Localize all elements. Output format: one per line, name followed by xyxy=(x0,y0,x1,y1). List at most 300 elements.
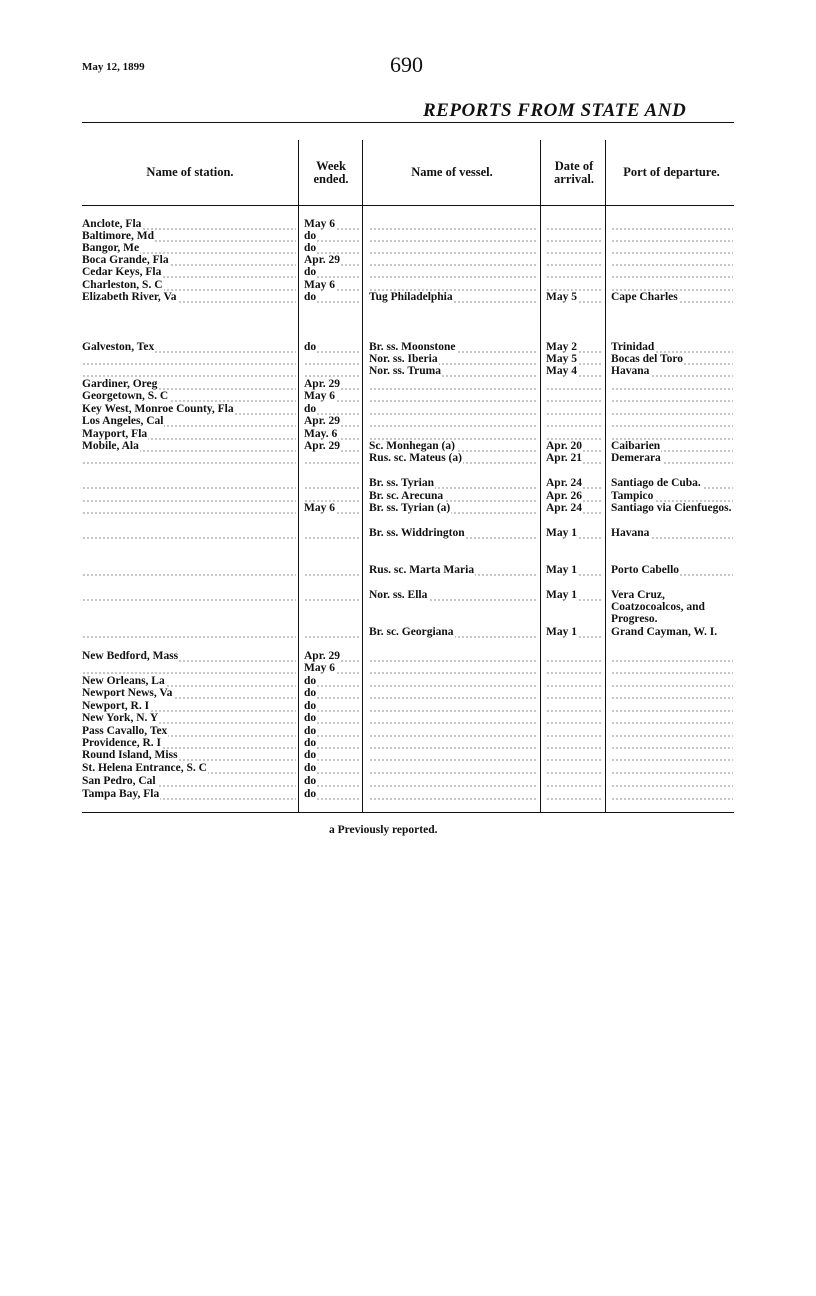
cell-text xyxy=(369,762,370,774)
table-cell-port xyxy=(611,687,733,699)
table-cell-port xyxy=(611,490,733,502)
cell-text xyxy=(304,365,305,377)
cell-text xyxy=(369,428,370,440)
table-cell-date xyxy=(546,341,602,353)
table-cell-station xyxy=(82,502,296,514)
table-row xyxy=(82,452,734,464)
cell-text xyxy=(546,266,547,278)
table-cell-port xyxy=(611,712,733,724)
cell-text: do xyxy=(304,341,317,353)
cell-text xyxy=(369,390,370,402)
table-cell-port xyxy=(611,279,733,291)
table-row xyxy=(82,403,734,415)
table-cell-date xyxy=(546,403,602,415)
table-cell-vessel xyxy=(369,626,537,638)
table-cell-week xyxy=(304,737,360,749)
table-cell-vessel xyxy=(369,230,537,242)
table-cell-port xyxy=(611,452,733,464)
table-row xyxy=(82,626,734,638)
table-cell-station xyxy=(82,749,296,761)
table-row xyxy=(82,378,734,390)
cell-text: Br. sc. Arecuna xyxy=(369,490,444,502)
cell-text: Porto Cabello xyxy=(611,564,680,576)
cell-text xyxy=(611,390,612,402)
table-cell-week xyxy=(304,279,360,291)
table-cell-station xyxy=(82,218,296,230)
table-cell-station xyxy=(82,527,296,539)
cell-text xyxy=(611,254,612,266)
cell-text: New Orleans, La xyxy=(82,675,165,687)
table-cell-date xyxy=(546,737,602,749)
cell-text: May 5 xyxy=(546,353,577,365)
cell-text: Apr. 24 xyxy=(546,477,582,489)
cell-text: May 1 xyxy=(546,564,577,576)
table-cell-date xyxy=(546,700,602,712)
cell-text: do xyxy=(304,266,317,278)
cell-text: May 6 xyxy=(304,662,335,674)
table-cell-date xyxy=(546,788,602,800)
table-cell-week xyxy=(304,440,360,452)
cell-text xyxy=(611,749,612,761)
table-cell-port xyxy=(611,242,733,254)
cell-text: Cedar Keys, Fla xyxy=(82,266,162,278)
table-cell-date xyxy=(546,527,602,539)
table-cell-vessel xyxy=(369,353,537,365)
table-cell-vessel xyxy=(369,564,537,576)
table-cell-week xyxy=(304,662,360,674)
table-cell-date xyxy=(546,675,602,687)
table-cell-port xyxy=(611,477,733,489)
cell-text: Apr. 29 xyxy=(304,254,340,266)
table-row xyxy=(82,762,734,774)
table-row xyxy=(82,254,734,266)
cell-text xyxy=(546,378,547,390)
cell-text xyxy=(546,428,547,440)
table-cell-port xyxy=(611,403,733,415)
table-cell-station xyxy=(82,675,296,687)
table-cell-port xyxy=(611,378,733,390)
table-cell-vessel xyxy=(369,403,537,415)
table-cell-date xyxy=(546,687,602,699)
cell-text: Nor. ss. Ella xyxy=(369,589,428,601)
table-row xyxy=(82,749,734,761)
table-cell-vessel xyxy=(369,291,537,303)
table-cell-week xyxy=(304,477,360,489)
table-row xyxy=(82,737,734,749)
cell-text: May 5 xyxy=(546,291,577,303)
cell-text: Nor. ss. Truma xyxy=(369,365,441,377)
table-cell-vessel xyxy=(369,650,537,662)
cell-text xyxy=(611,230,612,242)
cell-text xyxy=(369,749,370,761)
cell-text xyxy=(546,242,547,254)
cell-text: Havana xyxy=(611,527,650,539)
cell-text xyxy=(546,390,547,402)
table-row xyxy=(82,279,734,291)
table-cell-port xyxy=(611,675,733,687)
cell-text xyxy=(611,687,612,699)
table-row xyxy=(82,589,734,601)
table-cell-date xyxy=(546,440,602,452)
cell-text xyxy=(82,365,83,377)
cell-text xyxy=(369,700,370,712)
cell-text: St. Helena Entrance, S. C xyxy=(82,762,207,774)
table-cell-week xyxy=(304,687,360,699)
cell-text: Providence, R. I xyxy=(82,737,162,749)
table-cell-vessel xyxy=(369,477,537,489)
cell-text xyxy=(369,662,370,674)
cell-text: Galveston, Tex xyxy=(82,341,155,353)
cell-text: do xyxy=(304,675,317,687)
cell-text xyxy=(546,712,547,724)
cell-text xyxy=(546,775,547,787)
table-cell-week xyxy=(304,626,360,638)
cell-text xyxy=(611,279,612,291)
cell-text xyxy=(611,242,612,254)
cell-text: Pass Cavallo, Tex xyxy=(82,725,168,737)
table-cell-week xyxy=(304,452,360,464)
table-cell-vessel xyxy=(369,775,537,787)
table-cell-station xyxy=(82,564,296,576)
table-cell-port xyxy=(611,428,733,440)
cell-text: do xyxy=(304,700,317,712)
table-row xyxy=(82,230,734,242)
table-cell-port xyxy=(611,266,733,278)
table-cell-week xyxy=(304,230,360,242)
table-cell-week xyxy=(304,650,360,662)
table-cell-station xyxy=(82,291,296,303)
table-cell-date xyxy=(546,725,602,737)
cell-text xyxy=(369,650,370,662)
cell-text: Georgetown, S. C xyxy=(82,390,169,402)
table-row xyxy=(82,291,734,303)
table-cell-station xyxy=(82,650,296,662)
cell-text xyxy=(369,415,370,427)
table-cell-date xyxy=(546,589,602,601)
cell-text xyxy=(82,626,83,638)
table-cell-week xyxy=(304,775,360,787)
cell-text: Rus. sc. Mateus (a) xyxy=(369,452,462,464)
cell-text xyxy=(369,687,370,699)
cell-text xyxy=(369,712,370,724)
table-cell-port xyxy=(611,527,733,539)
table-cell-date xyxy=(546,291,602,303)
table-header-rule xyxy=(82,205,734,206)
cell-text xyxy=(369,675,370,687)
table-cell-station xyxy=(82,712,296,724)
header-week: Week ended. xyxy=(313,158,349,186)
cell-text: Charleston, S. C xyxy=(82,279,163,291)
cell-text: Los Angeles, Cal xyxy=(82,415,164,427)
table-cell-station xyxy=(82,725,296,737)
table-cell-vessel xyxy=(369,390,537,402)
table-cell-station xyxy=(82,440,296,452)
table-cell-week xyxy=(304,675,360,687)
cell-text xyxy=(82,662,83,674)
table-row xyxy=(82,502,734,514)
cell-text: Baltimore, Md xyxy=(82,230,154,242)
cell-text: May 2 xyxy=(546,341,577,353)
table-cell-port: Grand Cayman, W. I. xyxy=(611,626,718,638)
table-row xyxy=(82,477,734,489)
cell-text xyxy=(82,490,83,502)
cell-text xyxy=(304,589,305,601)
cell-text xyxy=(304,353,305,365)
cell-text xyxy=(546,675,547,687)
cell-text: Anclote, Fla xyxy=(82,218,142,230)
table-cell-vessel xyxy=(369,725,537,737)
table-cell-date xyxy=(546,415,602,427)
cell-text: Tug Philadelphia xyxy=(369,291,453,303)
table-cell-station xyxy=(82,788,296,800)
table-row xyxy=(82,415,734,427)
table-cell-vessel xyxy=(369,712,537,724)
cell-text xyxy=(82,452,83,464)
table-cell-vessel xyxy=(369,589,537,601)
table-cell-week xyxy=(304,218,360,230)
table-cell-station xyxy=(82,490,296,502)
cell-text: Elizabeth River, Va xyxy=(82,291,177,303)
cell-text: May 6 xyxy=(304,502,335,514)
cell-text xyxy=(369,775,370,787)
table-cell-week xyxy=(304,365,360,377)
header-date: Date of arrival. xyxy=(554,158,594,186)
cell-text xyxy=(369,788,370,800)
table-cell-station xyxy=(82,737,296,749)
table-cell-station xyxy=(82,687,296,699)
table-cell-week xyxy=(304,403,360,415)
cell-text xyxy=(611,700,612,712)
table-cell-date xyxy=(546,762,602,774)
table-cell-station xyxy=(82,589,296,601)
table-cell-port: Vera Cruz, Coatzocoalcos, and Progreso. xyxy=(611,589,705,625)
cell-text: May 1 xyxy=(546,589,577,601)
table-cell-week xyxy=(304,378,360,390)
table-cell-vessel xyxy=(369,502,537,514)
table-cell-week xyxy=(304,502,360,514)
table-cell-station xyxy=(82,230,296,242)
cell-text xyxy=(82,353,83,365)
table-cell-port xyxy=(611,564,733,576)
table-cell-date xyxy=(546,242,602,254)
cell-text: do xyxy=(304,242,317,254)
table-row xyxy=(82,788,734,800)
cell-text: Gardiner, Oreg xyxy=(82,378,158,390)
table-cell-week xyxy=(304,390,360,402)
table-row xyxy=(82,650,734,662)
table-cell-port xyxy=(611,291,733,303)
table-bottom-rule xyxy=(82,812,734,813)
table-cell-date xyxy=(546,266,602,278)
table-cell-date xyxy=(546,712,602,724)
cell-text xyxy=(304,626,305,638)
footnote: a Previously reported. xyxy=(329,824,438,836)
table-cell-date xyxy=(546,378,602,390)
table-cell-date xyxy=(546,662,602,674)
table-cell-station xyxy=(82,242,296,254)
cell-text: do xyxy=(304,687,317,699)
cell-text: do xyxy=(304,230,317,242)
table-cell-week xyxy=(304,749,360,761)
table-cell-week xyxy=(304,589,360,601)
cell-text xyxy=(369,218,370,230)
table-cell-week xyxy=(304,700,360,712)
cell-text xyxy=(82,589,83,601)
table-cell-date xyxy=(546,502,602,514)
table-cell-vessel xyxy=(369,788,537,800)
cell-text xyxy=(611,775,612,787)
table-cell-port xyxy=(611,700,733,712)
header-vessel: Name of vessel. xyxy=(411,165,493,179)
cell-text xyxy=(611,415,612,427)
cell-text: May 6 xyxy=(304,218,335,230)
page-date: May 12, 1899 xyxy=(82,61,145,73)
table-cell-port xyxy=(611,353,733,365)
table-cell-week xyxy=(304,788,360,800)
cell-text xyxy=(611,266,612,278)
table-row xyxy=(82,700,734,712)
table-cell-date xyxy=(546,230,602,242)
cell-text: Santiago de Cuba. xyxy=(611,477,701,489)
cell-text xyxy=(369,266,370,278)
cell-text xyxy=(546,725,547,737)
cell-text: May 6 xyxy=(304,279,335,291)
table-cell-date xyxy=(546,749,602,761)
table-cell-vessel xyxy=(369,254,537,266)
table-cell-vessel xyxy=(369,415,537,427)
table-row xyxy=(82,725,734,737)
table-cell-port xyxy=(611,662,733,674)
table-cell-port xyxy=(611,230,733,242)
table-cell-week xyxy=(304,353,360,365)
table-cell-vessel xyxy=(369,700,537,712)
table-cell-date xyxy=(546,218,602,230)
cell-text xyxy=(546,749,547,761)
table-row xyxy=(82,390,734,402)
cell-text xyxy=(546,218,547,230)
table-cell-vessel xyxy=(369,428,537,440)
table-cell-vessel xyxy=(369,662,537,674)
table-cell-week xyxy=(304,428,360,440)
table-cell-vessel xyxy=(369,527,537,539)
table-row xyxy=(82,242,734,254)
table-row xyxy=(82,662,734,674)
cell-text xyxy=(611,675,612,687)
cell-text: do xyxy=(304,788,317,800)
cell-text xyxy=(304,490,305,502)
table-cell-vessel xyxy=(369,675,537,687)
table-cell-station xyxy=(82,254,296,266)
cell-text xyxy=(369,279,370,291)
cell-text: Apr. 29 xyxy=(304,440,340,452)
cell-text: Tampa Bay, Fla xyxy=(82,788,160,800)
cell-text xyxy=(611,218,612,230)
table-cell-station xyxy=(82,452,296,464)
cell-text xyxy=(369,242,370,254)
table-cell-port xyxy=(611,440,733,452)
cell-text: Cape Charles xyxy=(611,291,678,303)
table-cell-station xyxy=(82,365,296,377)
table-cell-vessel xyxy=(369,749,537,761)
table-cell-vessel xyxy=(369,737,537,749)
table-cell-vessel xyxy=(369,365,537,377)
cell-text: Round Island, Miss xyxy=(82,749,178,761)
cell-text: Apr. 24 xyxy=(546,502,582,514)
table-cell-port xyxy=(611,254,733,266)
header-station: Name of station. xyxy=(146,165,234,179)
cell-text xyxy=(369,737,370,749)
table-cell-port xyxy=(611,650,733,662)
cell-text xyxy=(611,712,612,724)
cell-text: Br. sc. Georgiana xyxy=(369,626,454,638)
table-cell-station xyxy=(82,762,296,774)
table-cell-week xyxy=(304,527,360,539)
table-cell-station xyxy=(82,378,296,390)
table-cell-week xyxy=(304,341,360,353)
cell-text: Boca Grande, Fla xyxy=(82,254,169,266)
cell-text: do xyxy=(304,762,317,774)
table-cell-date xyxy=(546,279,602,291)
cell-text xyxy=(82,527,83,539)
table-cell-vessel xyxy=(369,762,537,774)
cell-text: Nor. ss. Iberia xyxy=(369,353,438,365)
cell-text xyxy=(304,564,305,576)
cell-text xyxy=(611,650,612,662)
table-cell-vessel xyxy=(369,242,537,254)
table-cell-week xyxy=(304,762,360,774)
table-cell-station xyxy=(82,403,296,415)
table-cell-station xyxy=(82,353,296,365)
table-cell-vessel xyxy=(369,452,537,464)
cell-text: Apr. 21 xyxy=(546,452,582,464)
section-title: REPORTS FROM STATE AND xyxy=(423,100,687,121)
cell-text xyxy=(611,378,612,390)
table-cell-station xyxy=(82,775,296,787)
cell-text xyxy=(82,564,83,576)
table-cell-port xyxy=(611,365,733,377)
cell-text xyxy=(546,415,547,427)
cell-text xyxy=(546,788,547,800)
cell-text: Demerara xyxy=(611,452,661,464)
cell-text: May 6 xyxy=(304,390,335,402)
table-cell-port xyxy=(611,725,733,737)
cell-text xyxy=(304,527,305,539)
cell-text: do xyxy=(304,712,317,724)
cell-text: Br. ss. Tyrian xyxy=(369,477,434,489)
table-row xyxy=(82,365,734,377)
table-cell-date xyxy=(546,775,602,787)
table-top-rule xyxy=(82,122,734,123)
cell-text xyxy=(546,403,547,415)
cell-text: Apr. 29 xyxy=(304,650,340,662)
cell-text xyxy=(369,254,370,266)
cell-text: Apr. 29 xyxy=(304,415,340,427)
cell-text xyxy=(611,762,612,774)
table-row xyxy=(82,564,734,576)
table-cell-station xyxy=(82,341,296,353)
cell-text: San Pedro, Cal xyxy=(82,775,156,787)
cell-text: do xyxy=(304,403,317,415)
table-cell-date xyxy=(546,353,602,365)
cell-text: Br. ss. Moonstone xyxy=(369,341,456,353)
cell-text: Havana xyxy=(611,365,650,377)
table-cell-port xyxy=(611,762,733,774)
table-cell-station xyxy=(82,266,296,278)
table-cell-station xyxy=(82,700,296,712)
table-cell-station xyxy=(82,390,296,402)
table-cell-date xyxy=(546,254,602,266)
cell-text xyxy=(546,650,547,662)
